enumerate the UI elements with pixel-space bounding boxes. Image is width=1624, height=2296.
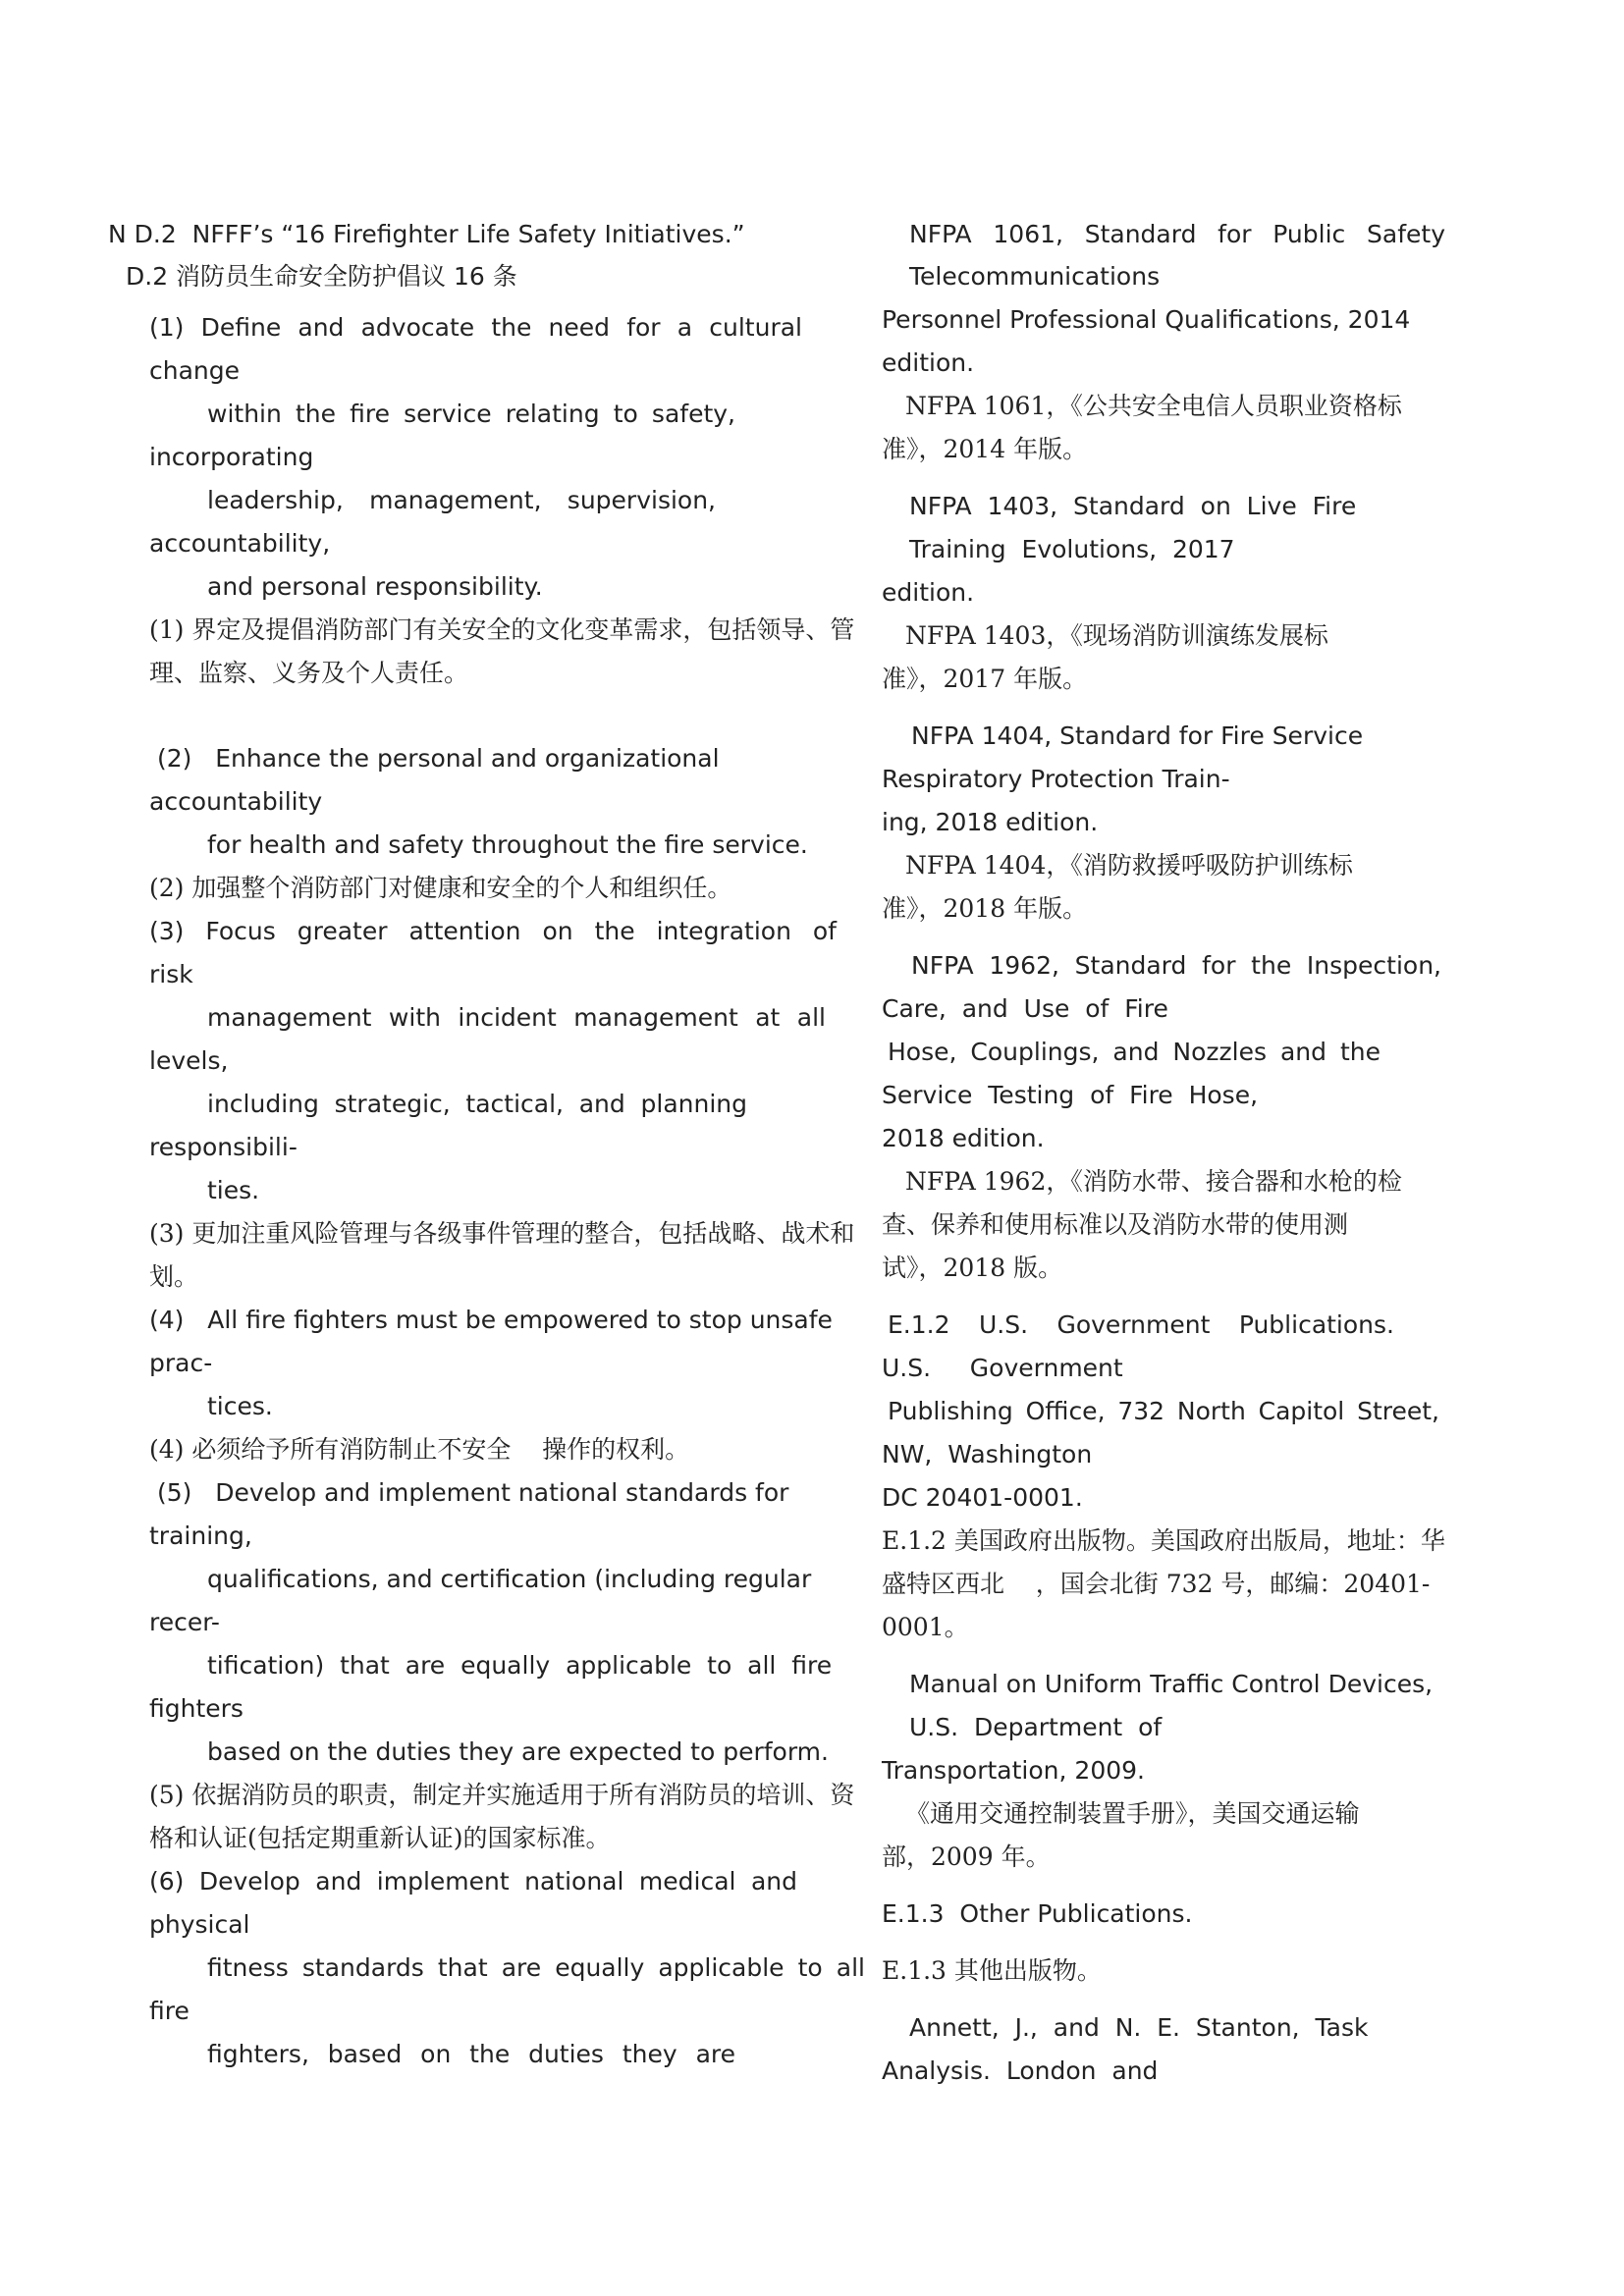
item3-line: including strategic, tactical, and planning (207, 1090, 747, 1118)
ref-nfpa1962-line: NFPA 1962, Standard for the Inspection, (911, 951, 1441, 980)
item5-zh-line: (5) 依据消防员的职责，制定并实施适用于所有消防员的培训、资 (149, 1781, 855, 1809)
item3-line: (3) Focus greater attention on the integration of (149, 917, 837, 945)
ref-nfpa1404-line: ing, 2018 edition. (882, 808, 1099, 836)
item5-line: fighters (149, 1694, 244, 1723)
item6-line: fighters, based on the duties they are (207, 2040, 735, 2068)
ref-nfpa1962-zh-line: 试》，2018 版。 (882, 1254, 1063, 1282)
item1-line: incorporating (149, 443, 314, 471)
ref-nfpa1403-line: NFPA 1403, Standard on Live Fire (909, 492, 1357, 520)
item5-line: training, (149, 1522, 252, 1550)
item4-line: tices. (207, 1392, 273, 1420)
ref-e112-line: NW, Washington (882, 1440, 1093, 1468)
ref-e112-zh-line: E.1.2 美国政府出版物。美国政府出版局，地址：华 (882, 1526, 1445, 1555)
item2-line: accountability (149, 787, 323, 816)
ref-e113-heading-zh: E.1.3 其他出版物。 (882, 1956, 1102, 1985)
ref-nfpa1061-line: Telecommunications (909, 262, 1161, 291)
ref-nfpa1962-zh-line: NFPA 1962，《消防水带、接合器和水枪的检 (905, 1167, 1402, 1196)
item2-zh-line: (2) 加强整个消防部门对健康和安全的个人和组织任。 (149, 874, 732, 902)
ref-nfpa1962-line: Care, and Use of Fire (882, 994, 1168, 1023)
ref-nfpa1962-line: Hose, Couplings, and Nozzles and the (888, 1038, 1380, 1066)
section-heading: N D.2 NFFF’s “16 Firefighter Life Safety Initiatives.” (108, 220, 745, 248)
ref-nfpa1404-line: Respiratory Protection Train- (882, 765, 1230, 793)
item4-line: (4) All fire fighters must be empowered to stop unsafe (149, 1306, 833, 1334)
item6-line: fire (149, 1997, 189, 2025)
ref-nfpa1061-zh-line: NFPA 1061，《公共安全电信人员职业资格标 (905, 392, 1402, 420)
item2-line: for health and safety throughout the fire service. (207, 830, 808, 859)
item1-line: (1) Define and advocate the need for a cultural (149, 313, 802, 342)
ref-nfpa1061-zh-line: 准》，2014 年版。 (882, 435, 1088, 463)
ref-e113-heading: E.1.3 Other Publications. (882, 1899, 1193, 1928)
ref-nfpa1962-line: 2018 edition. (882, 1124, 1045, 1152)
ref-nfpa1962-line: Service Testing of Fire Hose, (882, 1081, 1259, 1109)
item3-line: ties. (207, 1176, 260, 1204)
item5-zh-line: 格和认证(包括定期重新认证)的国家标准。 (149, 1824, 611, 1852)
ref-nfpa1403-zh-line: NFPA 1403，《现场消防训演练发展标 (905, 621, 1328, 650)
ref-mutcd-line: Manual on Uniform Traffic Control Devices, (909, 1670, 1434, 1698)
item5-line: based on the duties they are expected to perform. (207, 1737, 829, 1766)
item3-zh-line: (3) 更加注重风险管理与各级事件管理的整合，包括战略、战术和 (149, 1219, 855, 1248)
item2-line: (2) Enhance the personal and organizational (157, 744, 720, 773)
ref-e112-zh-line: 0001。 (882, 1613, 969, 1641)
ref-nfpa1404-line: NFPA 1404, Standard for Fire Service (911, 721, 1364, 750)
ref-nfpa1404-zh-line: 准》，2018 年版。 (882, 894, 1088, 923)
ref-nfpa1061-line: edition. (882, 348, 975, 377)
ref-annett-line: Annett, J., and N. E. Stanton, Task (909, 2013, 1369, 2042)
ref-nfpa1061-line: Personnel Professional Qualifications, 2014 (882, 305, 1411, 334)
item3-line: risk (149, 960, 193, 988)
ref-annett-line: Analysis. London and (882, 2056, 1159, 2085)
ref-mutcd-line: U.S. Department of (909, 1713, 1163, 1741)
item6-line: physical (149, 1910, 250, 1939)
ref-mutcd-line: Transportation, 2009. (882, 1756, 1145, 1785)
item5-line: (5) Develop and implement national standards for (157, 1478, 789, 1507)
ref-nfpa1403-zh-line: 准》，2017 年版。 (882, 665, 1088, 693)
ref-e112-line: U.S. Government (882, 1354, 1123, 1382)
ref-nfpa1962-zh-line: 查、保养和使用标准以及消防水带的使用测 (882, 1210, 1349, 1239)
ref-e112-line: DC 20401-0001. (882, 1483, 1083, 1512)
item1-line: leadership, management, supervision, (207, 486, 716, 514)
ref-e112-line: E.1.2 U.S. Government Publications. (888, 1310, 1394, 1339)
item1-line: accountability, (149, 529, 331, 558)
item1-line: change (149, 356, 241, 385)
ref-mutcd-zh-line: 《通用交通控制装置手册》，美国交通运输 (905, 1799, 1360, 1828)
ref-mutcd-zh-line: 部，2009 年。 (882, 1842, 1051, 1871)
item1-line: and personal responsibility. (207, 572, 543, 601)
item1-zh-line: 理、监察、义务及个人责任。 (149, 659, 469, 687)
section-heading-zh: D.2 消防员生命安全防护倡议 16 条 (126, 262, 517, 291)
item5-line: qualifications, and certification (including regular (207, 1565, 812, 1593)
item6-line: fitness standards that are equally applicable to all (207, 1953, 865, 1982)
item4-zh-line: (4) 必须给予所有消防制止不安全 操作的权利。 (149, 1435, 690, 1464)
ref-nfpa1404-zh-line: NFPA 1404，《消防救援呼吸防护训练标 (905, 851, 1353, 880)
item3-line: management with incident management at all (207, 1003, 826, 1032)
ref-e112-line: Publishing Office, 732 North Capitol Street, (888, 1397, 1439, 1425)
ref-nfpa1403-line: edition. (882, 578, 975, 607)
ref-e112-zh-line: 盛特区西北 ，国会北街 732 号，邮编：20401- (882, 1570, 1431, 1598)
item6-line: (6) Develop and implement national medical and (149, 1867, 797, 1896)
item1-line: within the fire service relating to safety, (207, 400, 735, 428)
item3-zh-line: 划。 (149, 1262, 199, 1291)
item3-line: levels, (149, 1046, 229, 1075)
ref-nfpa1061-line: NFPA 1061, Standard for Public Safety (909, 220, 1445, 248)
item4-line: prac- (149, 1349, 213, 1377)
item1-zh-line: (1) 界定及提倡消防部门有关安全的文化变革需求，包括领导、管 (149, 615, 855, 644)
item5-line: recer- (149, 1608, 220, 1636)
item5-line: tification) that are equally applicable to all fire (207, 1651, 833, 1680)
ref-nfpa1403-line: Training Evolutions, 2017 (909, 535, 1235, 563)
item3-line: responsibili- (149, 1133, 298, 1161)
